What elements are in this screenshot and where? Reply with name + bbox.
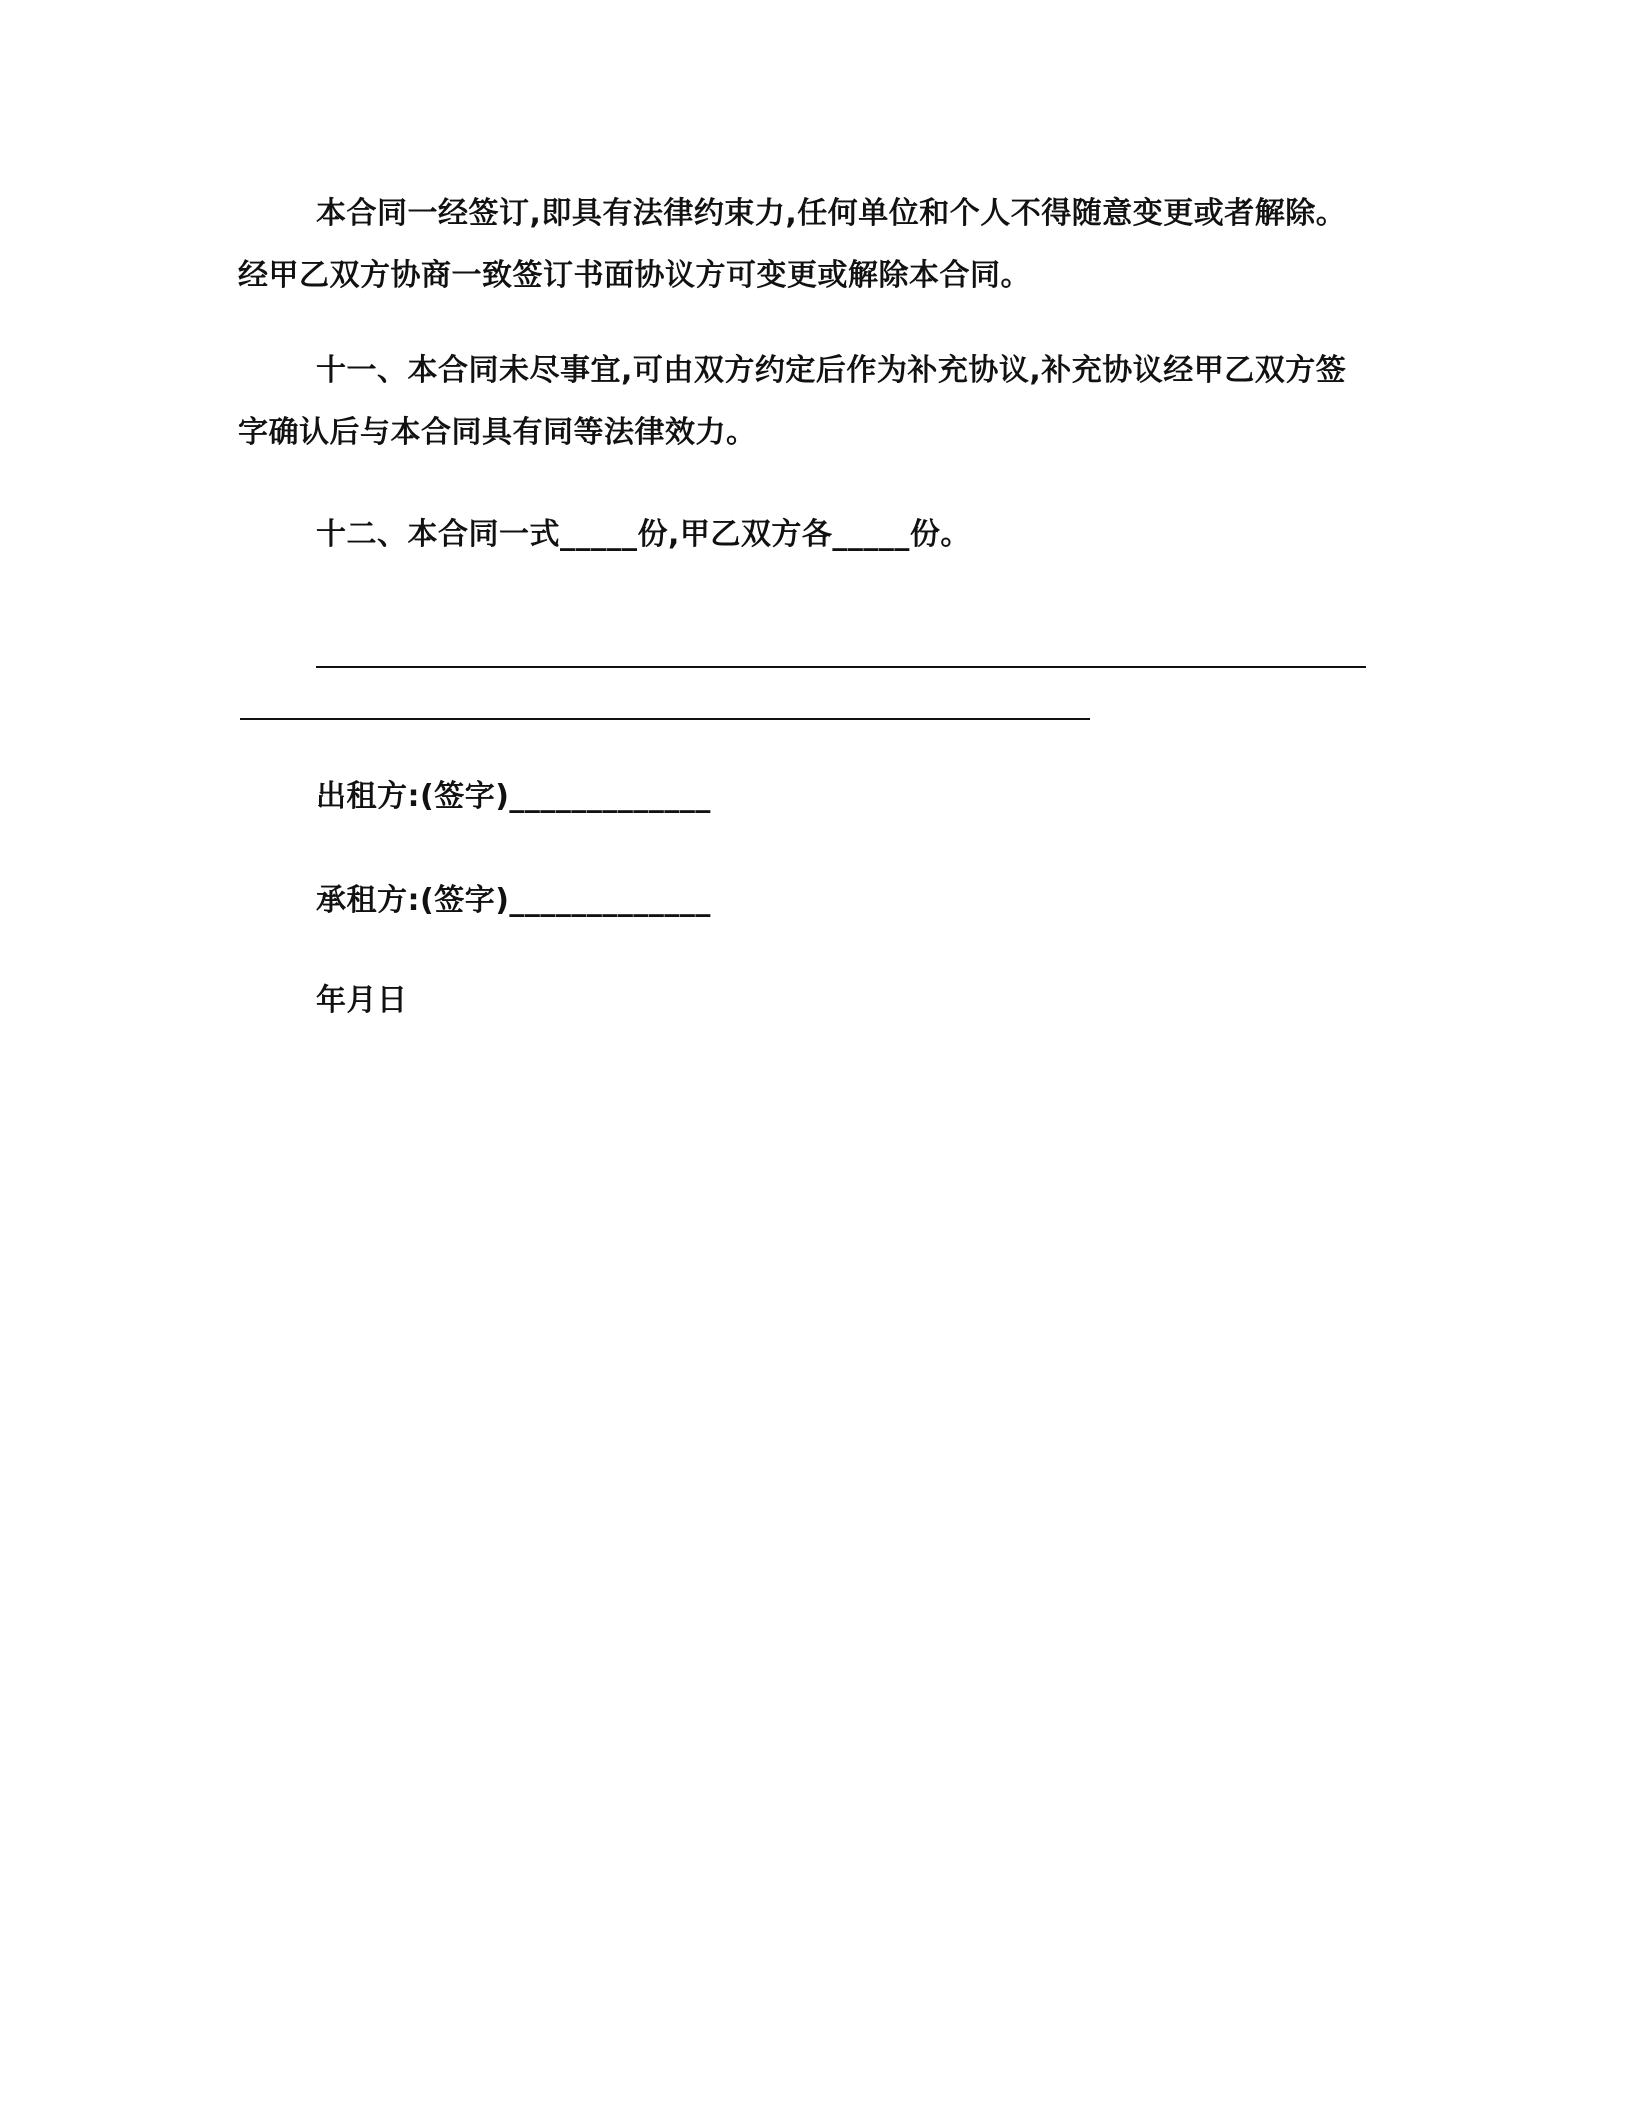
paragraph-continuation bbox=[238, 390, 1388, 450]
paragraph-contract-binding bbox=[240, 195, 1390, 233]
paragraph-line: 字确认后与本合同具有同等法律效力。 bbox=[238, 415, 757, 450]
paragraph-line: 十二、本合同一式_____份,甲乙双方各_____份。 bbox=[316, 517, 971, 552]
blank-fill-line bbox=[240, 718, 1090, 720]
signature-lessee bbox=[240, 882, 1390, 920]
signature-lessee-text: 承租方:(签字)_____________ bbox=[316, 883, 711, 918]
signature-date bbox=[240, 982, 1390, 1020]
paragraph-line: 十一、本合同未尽事宜,可由双方约定后作为补充协议,补充协议经甲乙双方签 bbox=[316, 353, 1347, 388]
blank-fill-line bbox=[316, 666, 1366, 668]
signature-date-text: 年月日 bbox=[316, 983, 408, 1018]
signature-lessor-text: 出租方:(签字)_____________ bbox=[316, 779, 711, 814]
paragraph-line: 经甲乙双方协商一致签订书面协议方可变更或解除本合同。 bbox=[238, 258, 1031, 293]
paragraph-clause-eleven bbox=[240, 352, 1390, 390]
paragraph-line: 本合同一经签订,即具有法律约束力,任何单位和个人不得随意变更或者解除。 bbox=[316, 196, 1347, 231]
paragraph-clause-twelve bbox=[240, 516, 1390, 554]
paragraph-continuation bbox=[238, 233, 1388, 293]
signature-lessor bbox=[240, 778, 1390, 816]
